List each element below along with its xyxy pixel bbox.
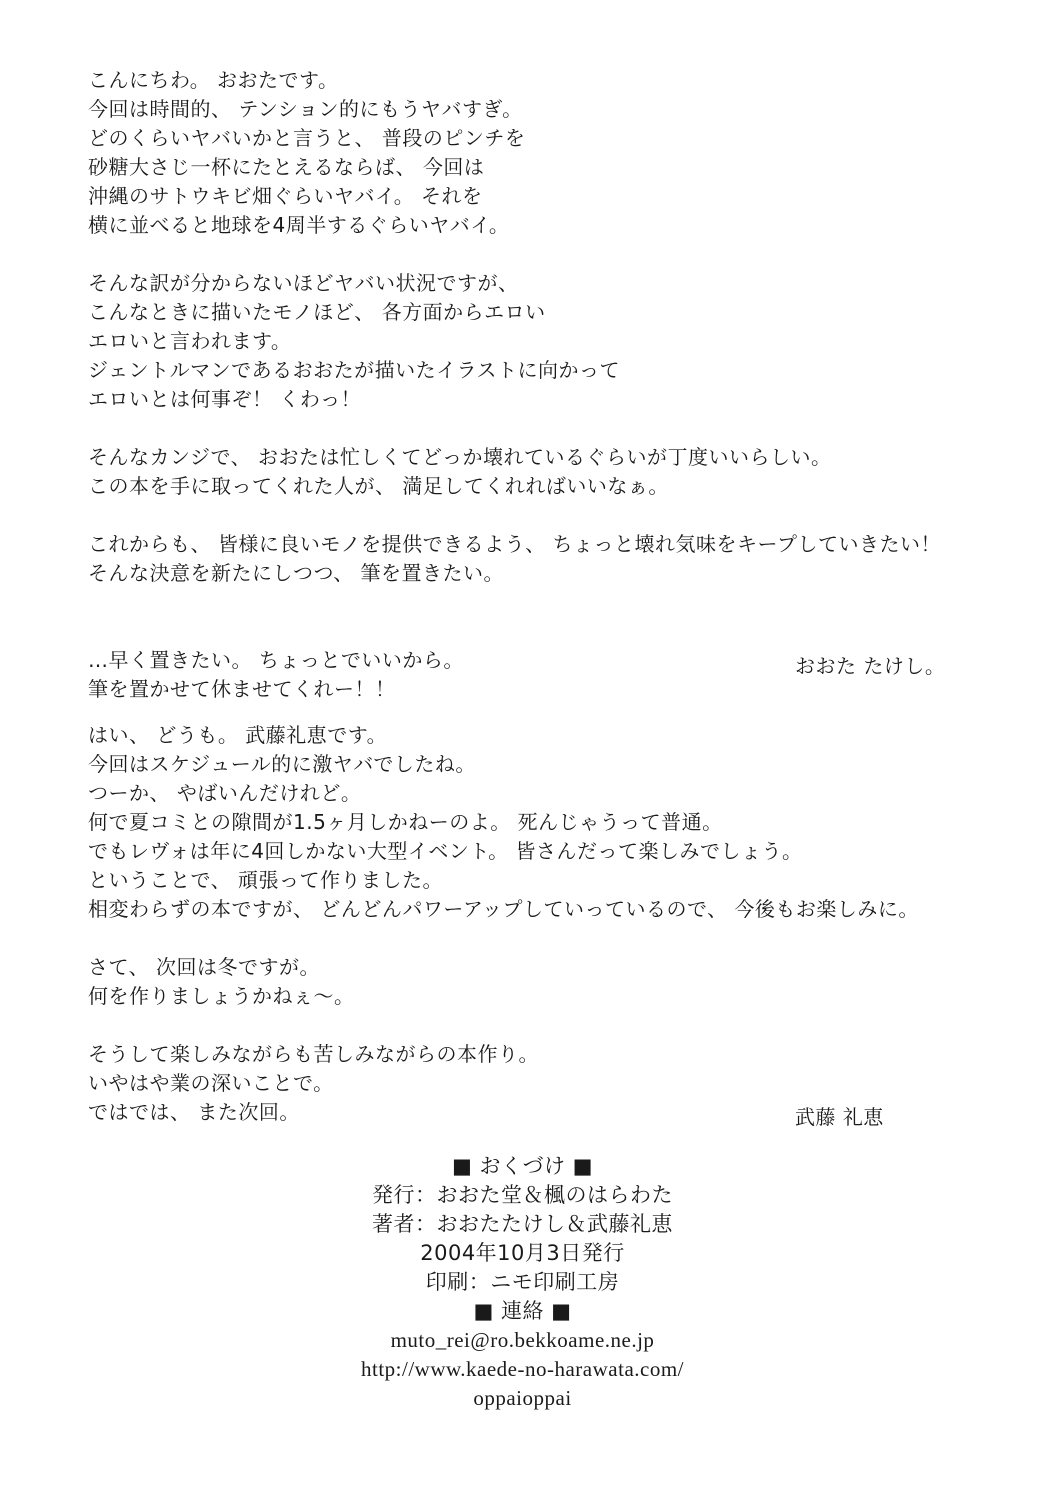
colophon-printer: 印刷：ニモ印刷工房 bbox=[425, 1270, 620, 1294]
text-line: こんにちわ。 おおたです。 bbox=[88, 68, 339, 92]
colophon-heading: ■ おくづけ ■ bbox=[451, 1154, 594, 1178]
ohta-paragraph-4 bbox=[88, 530, 968, 588]
text-line: そんなカンジで、 おおたは忙しくてどっか壊れているぐらいが丁度いいらしい。 bbox=[88, 445, 832, 469]
text-line: エロいと言われます。 bbox=[88, 329, 292, 353]
afterword-ohta bbox=[88, 66, 968, 704]
text-line: つーか、 やばいんだけれど。 bbox=[88, 781, 362, 805]
text-line: そうして楽しみながらも苦しみながらの本作り。 bbox=[88, 1042, 539, 1066]
ohta-paragraph-2 bbox=[88, 269, 968, 414]
text-line: さて、 次回は冬ですが。 bbox=[88, 955, 320, 979]
text-line: この本を手に取ってくれた人が、 満足してくれればいいなぁ。 bbox=[88, 474, 669, 498]
contact-email: muto_rei@ro.bekkoame.ne.jp bbox=[390, 1328, 655, 1352]
ohta-paragraph-3 bbox=[88, 443, 968, 501]
muto-paragraph-2 bbox=[88, 953, 968, 1011]
contact-url: http://www.kaede-no-harawata.com/ bbox=[360, 1357, 685, 1381]
muto-signature: 武藤 礼恵 bbox=[795, 1105, 884, 1129]
text-line: 今回は時間的、 テンション的にもうヤバすぎ。 bbox=[88, 97, 523, 121]
colophon-publisher: 発行：おおた堂＆楓のはらわた bbox=[372, 1183, 673, 1207]
colophon-date: 2004年10月3日発行 bbox=[420, 1241, 625, 1265]
colophon-authors: 著者：おおたたけし＆武藤礼恵 bbox=[372, 1212, 673, 1236]
text-line: どのくらいヤバいかと言うと、 普段のピンチを bbox=[88, 126, 526, 150]
text-line: はい、 どうも。 武藤礼恵です。 bbox=[88, 723, 388, 747]
text-line: 何を作りましょうかねぇ～。 bbox=[88, 984, 355, 1008]
text-line: これからも、 皆様に良いモノを提供できるよう、 ちょっと壊れ気味をキープしていきたい！ bbox=[88, 532, 942, 556]
text-line: でもレヴォは年に4回しかない大型イベント。 皆さんだって楽しみでしょう。 bbox=[88, 839, 803, 863]
text-line: こんなときに描いたモノほど、 各方面からエロい bbox=[88, 300, 546, 324]
text-line: 筆を置かせて休ませてくれー！！ bbox=[88, 677, 396, 701]
text-line: 横に並べると地球を4周半するぐらいヤバイ。 bbox=[88, 213, 510, 237]
text-line: いやはや業の深いことで。 bbox=[88, 1071, 334, 1095]
text-line: 何で夏コミとの隙間が1.5ヶ月しかねーのよ。 死んじゃうって普通。 bbox=[88, 810, 723, 834]
text-line: エロいとは何事ぞ！ くわっ！ bbox=[88, 387, 362, 411]
text-line: そんな決意を新たにしつつ、 筆を置きたい。 bbox=[88, 561, 505, 585]
text-line: 今回はスケジュール的に激ヤバでしたね。 bbox=[88, 752, 476, 776]
ohta-signature: おおた たけし。 bbox=[795, 654, 946, 678]
text-line: ということで、 頑張って作りました。 bbox=[88, 868, 443, 892]
muto-paragraph-1 bbox=[88, 721, 968, 924]
text-line: 砂糖大さじ一杯にたとえるならば、 今回は bbox=[88, 155, 485, 179]
text-line: ではでは、 また次回。 bbox=[88, 1100, 300, 1124]
afterword-muto bbox=[88, 721, 968, 1127]
text-line: ジェントルマンであるおおたが描いたイラストに向かって bbox=[88, 358, 620, 382]
contact-heading: ■ 連絡 ■ bbox=[473, 1299, 572, 1323]
ohta-paragraph-1 bbox=[88, 66, 968, 240]
text-line: 相変わらずの本ですが、 どんどんパワーアップしていっているので、 今後もお楽しみに。 bbox=[88, 897, 919, 921]
text-line: …早く置きたい。 ちょっとでいいから。 bbox=[88, 648, 464, 672]
contact-handle: oppaioppai bbox=[473, 1386, 572, 1410]
text-line: そんな訳が分からないほどヤバい状況ですが、 bbox=[88, 271, 519, 295]
text-line: 沖縄のサトウキビ畑ぐらいヤバイ。 それを bbox=[88, 184, 483, 208]
colophon bbox=[0, 1152, 1045, 1413]
